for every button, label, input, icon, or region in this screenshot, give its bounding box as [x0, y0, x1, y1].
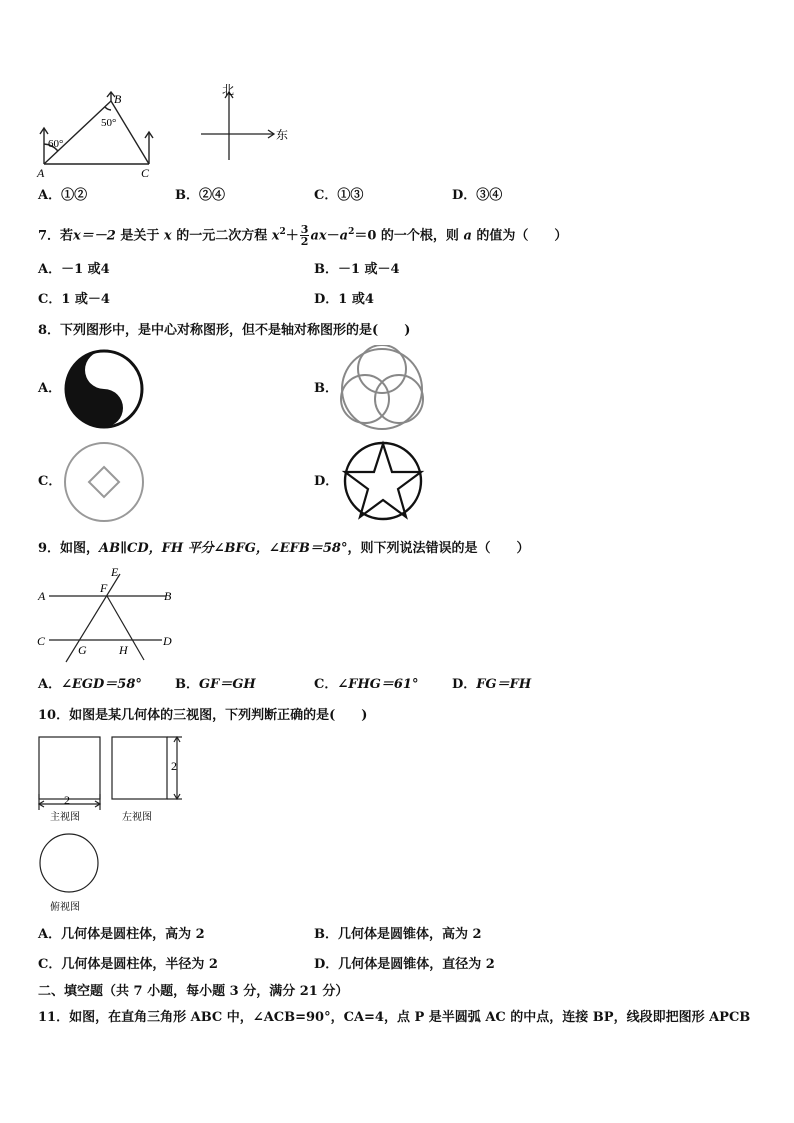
section-2-heading: 二、填空题（共 7 小题，每小题 3 分，满分 21 分）	[38, 984, 349, 999]
north-label: 北	[222, 83, 235, 97]
q9-stem: 9．如图，AB∥CD，FH 平分∠BFG，∠EFB＝58°，则下列说法错误的是（ ）	[38, 541, 530, 556]
q6-option-d[interactable]: D．③④	[452, 188, 503, 203]
point-c-label: C	[37, 634, 46, 648]
q6-option-b[interactable]: B．②④	[175, 188, 225, 203]
q9-option-a[interactable]: A．∠EGD＝58°	[38, 677, 142, 692]
three-view-figure	[34, 732, 194, 918]
q8-option-d-label[interactable]: D．	[314, 474, 339, 489]
q8-option-a-label[interactable]: A．	[38, 381, 62, 396]
q9-option-c[interactable]: C．∠FHG＝61°	[314, 677, 419, 692]
q9-option-b[interactable]: B．GF＝GH	[175, 677, 256, 692]
front-view-caption: 主视图	[50, 812, 80, 823]
q10-option-d[interactable]: D．几何体是圆锥体，直径为 2	[314, 957, 495, 972]
q10-option-c[interactable]: C．几何体是圆柱体，半径为 2	[38, 957, 218, 972]
side-height-dimension: 2	[171, 759, 177, 773]
q8-option-c-label[interactable]: C．	[38, 474, 62, 489]
top-view-caption: 俯视图	[50, 902, 80, 913]
q10-option-b[interactable]: B．几何体是圆锥体，高为 2	[314, 927, 482, 942]
angle-50-label: 50°	[101, 117, 117, 129]
angle-60-label: 60°	[48, 138, 64, 150]
point-g-label: G	[78, 643, 87, 657]
point-d-label: D	[163, 634, 172, 648]
trefoil-figure[interactable]	[338, 345, 426, 433]
q9-option-d[interactable]: D．FG＝FH	[452, 677, 532, 692]
q10-option-a[interactable]: A．几何体是圆柱体，高为 2	[38, 927, 205, 942]
q6-figure-triangle	[34, 84, 164, 180]
q7-option-d[interactable]: D．1 或4	[314, 292, 374, 307]
point-b-label: B	[164, 589, 172, 603]
q8-option-b-label[interactable]: B．	[314, 381, 338, 396]
label-a: A	[37, 166, 45, 180]
point-e-label: E	[111, 565, 119, 579]
q9-figure	[34, 562, 184, 664]
east-label: 东	[276, 128, 289, 142]
q7-option-a[interactable]: A．－1 或4	[38, 262, 110, 277]
point-f-label: F	[100, 581, 108, 595]
star-circle-figure[interactable]	[341, 439, 425, 523]
label-b: B	[114, 92, 122, 106]
q11-stem: 11．如图，在直角三角形 ABC 中，∠ACB=90°，CA=4，点 P 是半圆弧 AC 的中点，连接 BP，线段即把图形 APCB	[38, 1010, 751, 1025]
point-h-label: H	[119, 643, 128, 657]
yin-yang-figure[interactable]	[62, 347, 146, 431]
coin-figure[interactable]	[62, 440, 146, 524]
label-c: C	[141, 166, 150, 180]
q6-figure-compass	[196, 80, 296, 164]
q8-stem: 8．下列图形中，是中心对称图形，但不是轴对称图形的是( )	[38, 323, 411, 338]
left-view-caption: 左视图	[122, 812, 152, 823]
q6-option-a[interactable]: A．①②	[38, 188, 88, 203]
q7-option-b[interactable]: B．－1 或－4	[314, 262, 400, 277]
q6-option-c[interactable]: C．①③	[314, 188, 364, 203]
q7-option-c[interactable]: C．1 或－4	[38, 292, 110, 307]
front-width-dimension: 2	[64, 793, 70, 807]
q10-stem: 10．如图是某几何体的三视图，下列判断正确的是( )	[38, 708, 368, 723]
point-a-label: A	[38, 589, 46, 603]
q7-stem: 7．若x＝－2 是关于 x 的一元二次方程 $x^2+$ $\frac{3}{2}$ $ax-a^2=0$ 的一个根，则 a 的值为（ ）	[38, 223, 568, 249]
